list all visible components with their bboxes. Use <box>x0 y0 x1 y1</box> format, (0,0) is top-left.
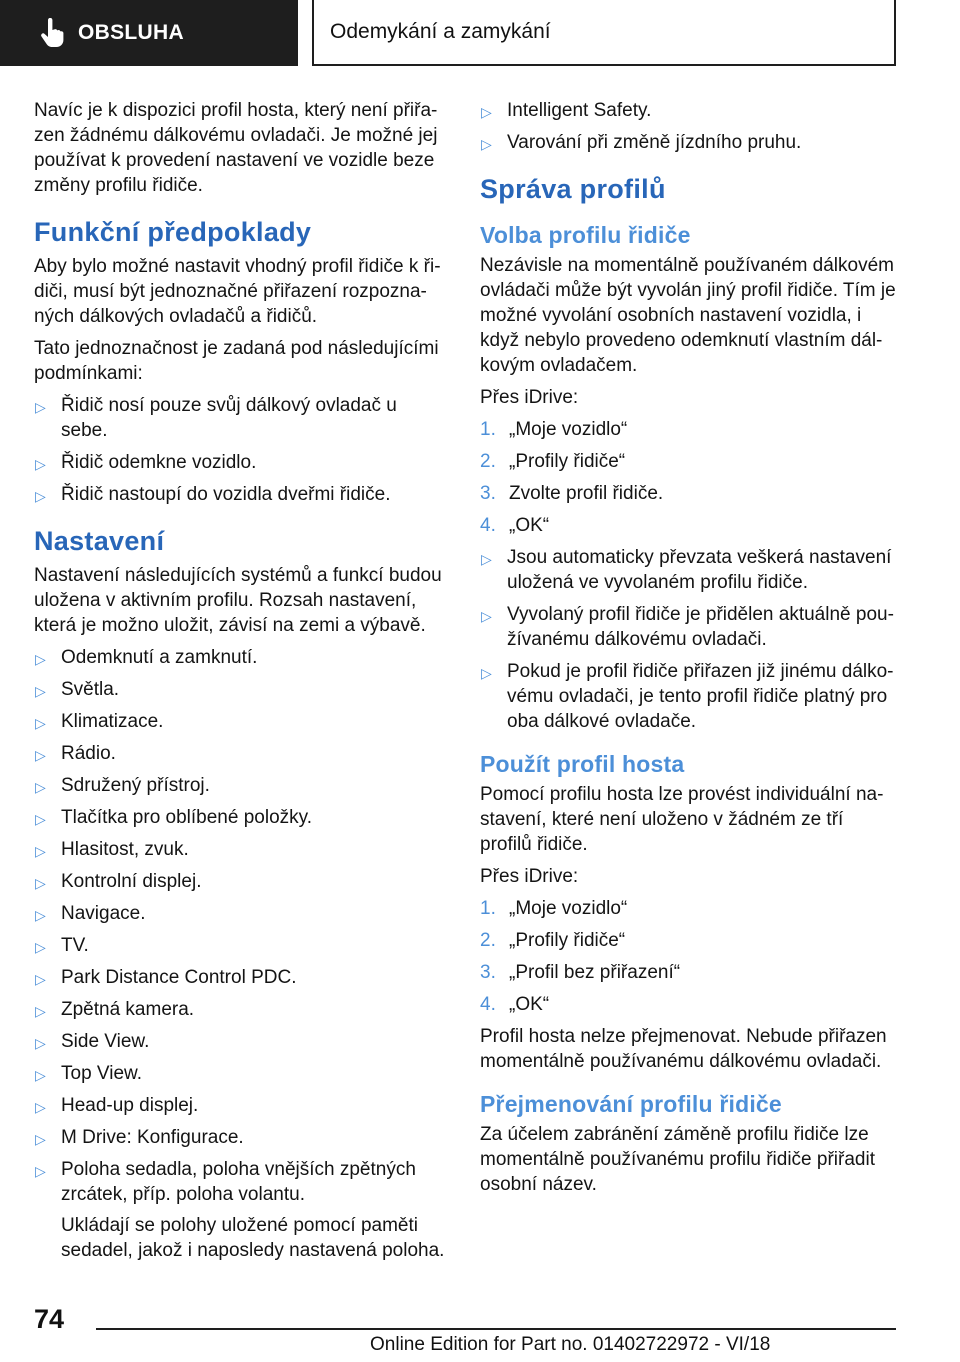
list-step: 2. „Profily řidiče“ <box>480 930 626 951</box>
triangle-right-icon: ▷ <box>35 1099 46 1115</box>
triangle-right-icon: ▷ <box>35 907 46 923</box>
list-item: ▷ Kontrolní displej. <box>34 869 446 894</box>
heading-nastaveni: Nastavení <box>34 526 165 556</box>
numbered-list <box>480 896 898 1017</box>
triangle-right-icon: ▷ <box>35 651 46 667</box>
paragraph: Nastavení následujících systémů a funkcí budou uložena v aktivním profilu. Rozsah nastavení, která je možno uložit, závisí na zemi a výbavě. <box>34 565 442 636</box>
list-item: ▷ Varování při změně jízdního pruhu. <box>480 130 898 155</box>
section-label: OBSLUHA <box>78 21 184 44</box>
list-step: 3. „Profil bez přiřazení“ <box>480 962 681 983</box>
paragraph: Aby bylo možné nastavit vhodný profil řidiče k ři-diči, musí být jednoznačné přiřazení rozpozna-ných dálkových ovladačů a řidičů. <box>34 256 441 327</box>
list-step: 4. „OK“ <box>480 515 550 536</box>
list-item: ▷ Side View. <box>34 1029 446 1054</box>
list-item: ▷ Jsou automaticky převzata veškerá nastavení uložená ve vyvolaném profilu řidiče. <box>481 547 892 593</box>
list-item: ▷ Klimatizace. <box>34 709 446 734</box>
heading-funkcni-predpoklady: Funkční předpoklady <box>34 217 312 247</box>
list-item: ▷ Park Distance Control PDC. <box>34 965 446 990</box>
paragraph: Za účelem zabránění záměně profilu řidiče lze momentálně používanému profilu řidiče přiřadit osobní název. <box>480 1124 875 1195</box>
list-step: 1. „Moje vozidlo“ <box>480 419 628 440</box>
list-item: ▷ Intelligent Safety. <box>480 98 898 123</box>
list-step: 1. „Moje vozidlo“ <box>480 898 628 919</box>
idrive-label: Přes iDrive: <box>480 387 579 408</box>
left-column <box>34 98 446 1270</box>
right-column <box>480 98 898 1204</box>
list-item: ▷ M Drive: Konfigurace. <box>34 1125 446 1150</box>
list-item: ▷ Řidič nastoupí do vozidla dveřmi řidiče. <box>34 482 446 507</box>
section-tab <box>0 0 298 66</box>
triangle-right-icon: ▷ <box>481 104 492 120</box>
page-title: Odemykání a zamykání <box>312 0 896 66</box>
numbered-list <box>480 417 898 538</box>
heading-prejmenovani: Přejmenování profilu řidiče <box>480 1091 782 1117</box>
triangle-right-icon: ▷ <box>35 399 46 415</box>
paragraph: Tato jednoznačnost je zadaná pod následujícími podmínkami: <box>34 338 439 384</box>
list-item: ▷ Řidič odemkne vozidlo. <box>34 450 446 475</box>
triangle-right-icon: ▷ <box>35 1035 46 1051</box>
list-item: ▷ Rádio. <box>34 741 446 766</box>
heading-sprava-profilu: Správa profilů <box>480 174 666 204</box>
paragraph: Nezávisle na momentálně používaném dálkovém ovládači může být vyvolán jiný profil řidiče. Tím je možné vyvolání osobních nastavení vozidla, i když nebylo provedeno odemknutí vlastním dál-kovým ovladačem. <box>480 255 896 376</box>
triangle-right-icon: ▷ <box>35 683 46 699</box>
list-step: 4. „OK“ <box>480 994 550 1015</box>
triangle-right-icon: ▷ <box>481 608 492 624</box>
page-footer <box>0 1298 960 1362</box>
triangle-right-icon: ▷ <box>35 779 46 795</box>
page-header <box>0 0 896 66</box>
triangle-right-icon: ▷ <box>35 456 46 472</box>
hand-pointer-icon <box>40 18 66 48</box>
paragraph: Pomocí profilu hosta lze provést individuální na-stavení, které není uloženo v žádném ze tří profilů řidiče. <box>480 784 884 855</box>
list-item: ▷ Hlasitost, zvuk. <box>34 837 446 862</box>
triangle-right-icon: ▷ <box>35 715 46 731</box>
list-step: 2. „Profily řidiče“ <box>480 451 626 472</box>
list-item: ▷ Poloha sedadla, poloha vnějších zpětných zrcátek, příp. poloha volantu. Ukládají se polohy uložené pomocí paměti sedadel, jakož i naposledy nastavená poloha. <box>35 1159 445 1261</box>
list-item: ▷ Řidič nosí pouze svůj dálkový ovladač u sebe. <box>35 395 397 441</box>
footer-divider <box>96 1328 896 1330</box>
bullet-list <box>480 545 898 734</box>
intro-paragraph: Navíc je k dispozici profil hosta, který není přiřa-zen žádnému dálkovému ovladači. Je možné jej používat k provedení nastavení ve vozidle beze změny profilu řidiče. <box>34 100 438 196</box>
edition-text: Online Edition for Part no. 01402722972 - VI/18 <box>370 1334 771 1355</box>
heading-profil-hosta: Použít profil hosta <box>480 751 685 777</box>
list-item: ▷ Navigace. <box>34 901 446 926</box>
triangle-right-icon: ▷ <box>35 843 46 859</box>
idrive-label: Přes iDrive: <box>480 866 579 887</box>
triangle-right-icon: ▷ <box>35 747 46 763</box>
triangle-right-icon: ▷ <box>481 136 492 152</box>
triangle-right-icon: ▷ <box>481 665 492 681</box>
triangle-right-icon: ▷ <box>35 1131 46 1147</box>
bullet-list <box>480 98 898 155</box>
page-number: 74 <box>34 1304 65 1334</box>
heading-volba-profilu: Volba profilu řidiče <box>480 222 691 248</box>
list-item: ▷ Světla. <box>34 677 446 702</box>
triangle-right-icon: ▷ <box>35 1163 46 1179</box>
list-item: ▷ Zpětná kamera. <box>34 997 446 1022</box>
bullet-list <box>34 645 446 1263</box>
triangle-right-icon: ▷ <box>35 488 46 504</box>
list-item: ▷ Head-up displej. <box>34 1093 446 1118</box>
list-step: 3. Zvolte profil řidiče. <box>480 483 664 504</box>
triangle-right-icon: ▷ <box>35 1067 46 1083</box>
list-item: ▷ Top View. <box>34 1061 446 1086</box>
list-item-note: Ukládají se polohy uložené pomocí paměti sedadel, jakož i naposledy nastavená poloha. <box>61 1215 445 1261</box>
list-item: ▷ Pokud je profil řidiče přiřazen již jinému dálko-vému ovladači, je tento profil řidiče platný pro oba dálkové ovladače. <box>481 661 894 732</box>
triangle-right-icon: ▷ <box>35 971 46 987</box>
triangle-right-icon: ▷ <box>481 551 492 567</box>
triangle-right-icon: ▷ <box>35 1003 46 1019</box>
list-item: ▷ Tlačítka pro oblíbené položky. <box>34 805 446 830</box>
list-item: ▷ Sdružený přístroj. <box>34 773 446 798</box>
bullet-list <box>34 393 446 507</box>
triangle-right-icon: ▷ <box>35 875 46 891</box>
paragraph: Profil hosta nelze přejmenovat. Nebude přiřazen momentálně používanému dálkovému ovladači. <box>480 1026 887 1072</box>
list-item: ▷ Vyvolaný profil řidiče je přidělen aktuálně pou-žívanému dálkovému ovladači. <box>481 604 894 650</box>
list-item: ▷ TV. <box>34 933 446 958</box>
triangle-right-icon: ▷ <box>35 939 46 955</box>
list-item: ▷ Odemknutí a zamknutí. <box>34 645 446 670</box>
triangle-right-icon: ▷ <box>35 811 46 827</box>
